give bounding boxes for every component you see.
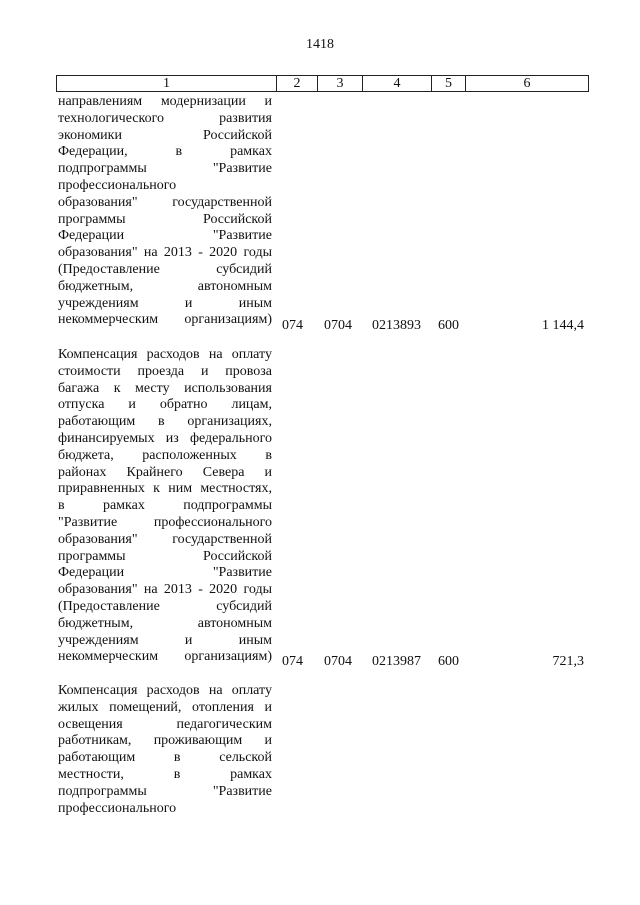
word: в [158, 414, 165, 430]
word: рамках [102, 498, 145, 514]
column-header-2: 2 [277, 76, 318, 92]
column-header-table [56, 75, 589, 92]
description-line: профессионального [58, 177, 177, 193]
word: стоимости [58, 363, 121, 379]
word: рамках [230, 766, 272, 782]
description-line [58, 364, 272, 381]
word: организациям) [184, 312, 272, 328]
word: жилых [58, 699, 99, 715]
word: - [198, 582, 203, 598]
ministry-code: 074 [282, 654, 303, 669]
word: багажа [58, 380, 100, 396]
word: и [264, 733, 272, 749]
word: Федерации [58, 565, 125, 581]
word: работникам, [58, 733, 132, 749]
description-line [58, 414, 272, 431]
word: на [143, 245, 158, 261]
description-line [58, 381, 272, 398]
word: на [208, 683, 223, 698]
word: ним [168, 481, 193, 497]
word: местности, [58, 766, 124, 782]
word: в [58, 498, 65, 514]
word: организациям) [184, 649, 272, 665]
word: подпрограммы [58, 783, 147, 799]
word: профессионального [153, 514, 272, 530]
word: и [264, 699, 272, 715]
description-line [58, 498, 272, 515]
word: развития [219, 110, 272, 126]
word: технологического [58, 110, 164, 126]
word: программы [58, 211, 126, 227]
description-line [58, 700, 272, 717]
description-line [58, 312, 272, 329]
word: (Предоставление [58, 598, 160, 614]
word: работающим [58, 750, 136, 766]
description-line [58, 228, 272, 245]
description-line [58, 616, 272, 633]
word: финансируемых [58, 430, 155, 446]
description-line [58, 161, 272, 178]
word: лицам, [231, 397, 272, 413]
amount: 721,3 [552, 654, 584, 669]
word: некоммерческим [58, 312, 159, 328]
target-article-code: 0213893 [372, 318, 421, 333]
row-description [58, 94, 272, 329]
word: оплату [231, 347, 272, 362]
word: организациях, [187, 414, 272, 430]
word: обратно [159, 397, 208, 413]
description-line [58, 144, 272, 161]
word: в [173, 750, 181, 766]
word: отопления [192, 699, 254, 715]
word: экономики [58, 127, 122, 143]
word: расположенных [142, 447, 237, 463]
word: оплату [231, 683, 272, 698]
word: в [175, 144, 183, 160]
word: учреждениям [58, 632, 139, 648]
word: направлениям [58, 94, 143, 109]
word: 2020 [209, 245, 238, 261]
word: автономным [197, 615, 272, 631]
description-line [58, 465, 272, 482]
column-header-5: 5 [432, 76, 466, 92]
description-line [58, 767, 272, 784]
description-line [58, 481, 272, 498]
word: из [165, 430, 179, 446]
word: субсидий [216, 598, 272, 614]
description-line [58, 397, 272, 414]
word: на [143, 582, 158, 598]
description-line [58, 448, 272, 465]
word: отпуска [58, 397, 105, 413]
word: образования" [58, 582, 138, 598]
word: к [113, 380, 121, 396]
word: на [208, 347, 223, 362]
word: освещения [58, 716, 123, 732]
ministry-code: 074 [282, 318, 303, 333]
word: учреждениям [58, 295, 139, 311]
description-line [58, 599, 272, 616]
word: и [128, 397, 136, 413]
word: некоммерческим [58, 649, 159, 665]
word: 2013 [163, 245, 192, 261]
description-line [58, 111, 272, 128]
word: Российской [203, 211, 272, 227]
word: и [184, 295, 193, 311]
word: государственной [172, 531, 272, 547]
word: в [265, 447, 272, 463]
word: Федерации, [58, 144, 128, 160]
word: бюджетным, [58, 615, 134, 631]
word: "Развитие [58, 514, 118, 530]
description-line [58, 262, 272, 279]
word: - [198, 245, 203, 261]
description-line [58, 347, 272, 364]
word: бюджета, [58, 447, 114, 463]
column-header-4: 4 [363, 76, 432, 92]
column-header-1: 1 [57, 76, 277, 92]
word: помещений, [109, 699, 182, 715]
word: субсидий [216, 261, 272, 277]
word: Российской [203, 548, 272, 564]
word: федерального [189, 430, 272, 446]
word: подпрограммы [183, 498, 272, 514]
word: проезда [137, 363, 185, 379]
word: проживающим [153, 733, 243, 749]
word: Компенсация [58, 347, 138, 362]
word: иным [238, 632, 272, 648]
word: использования [184, 380, 272, 396]
word: Компенсация [58, 683, 138, 698]
target-article-code: 0213987 [372, 654, 421, 669]
description-line [58, 94, 272, 111]
word: "Развитие [212, 161, 272, 177]
word: Федерации [58, 228, 125, 244]
word: педагогическим [176, 716, 272, 732]
word: программы [58, 548, 126, 564]
section-code: 0704 [324, 318, 352, 333]
description-line [58, 633, 272, 650]
description-line [58, 431, 272, 448]
word: бюджетным, [58, 278, 134, 294]
word: (Предоставление [58, 261, 160, 277]
section-code: 0704 [324, 654, 352, 669]
description-line [58, 128, 272, 145]
column-header-6: 6 [466, 76, 589, 92]
word: местностях, [200, 481, 272, 497]
description-line [58, 245, 272, 262]
word: и [264, 94, 272, 109]
description-line [58, 582, 272, 599]
word: "Развитие [212, 783, 272, 799]
word: и [184, 632, 193, 648]
expense-type-code: 600 [438, 654, 459, 669]
word: и [200, 363, 209, 379]
word: модернизации [160, 94, 246, 109]
word: приравненных [58, 481, 145, 497]
amount: 1 144,4 [542, 318, 584, 333]
description-line [58, 649, 272, 666]
word: расходов [146, 347, 200, 362]
word: сельской [219, 750, 272, 766]
word: "Развитие [212, 565, 272, 581]
description-line [58, 279, 272, 296]
word: Севера [202, 464, 245, 480]
row-description [58, 347, 272, 666]
word: Крайнего [126, 464, 183, 480]
description-line [58, 717, 272, 734]
description-line [58, 195, 272, 212]
description-line [58, 683, 272, 700]
description-line [58, 549, 272, 566]
column-header-3: 3 [318, 76, 363, 92]
word: 2020 [209, 582, 238, 598]
word: годы [243, 582, 272, 598]
word: 2013 [163, 582, 192, 598]
word: государственной [172, 194, 272, 210]
description-line [58, 565, 272, 582]
word: образования" [58, 194, 138, 210]
description-line [58, 212, 272, 229]
word: иным [238, 295, 272, 311]
word: образования" [58, 531, 138, 547]
description-line [58, 532, 272, 549]
word: работающим [58, 414, 136, 430]
description-line: профессионального [58, 800, 177, 816]
description-line [58, 733, 272, 750]
word: к [153, 481, 160, 497]
word: и [264, 464, 272, 480]
word: рамках [230, 144, 272, 160]
description-line [58, 784, 272, 801]
word: районах [58, 464, 107, 480]
word: автономным [197, 278, 272, 294]
description-line [58, 296, 272, 313]
word: подпрограммы [58, 161, 147, 177]
expense-type-code: 600 [438, 318, 459, 333]
row-description [58, 683, 272, 817]
word: месту [135, 380, 170, 396]
word: Российской [203, 127, 272, 143]
word: расходов [146, 683, 200, 698]
description-line [58, 515, 272, 532]
word: образования" [58, 245, 138, 261]
word: "Развитие [212, 228, 272, 244]
word: в [173, 766, 181, 782]
word: годы [243, 245, 272, 261]
description-line [58, 750, 272, 767]
word: провоза [225, 363, 272, 379]
page-number: 1418 [306, 37, 334, 52]
